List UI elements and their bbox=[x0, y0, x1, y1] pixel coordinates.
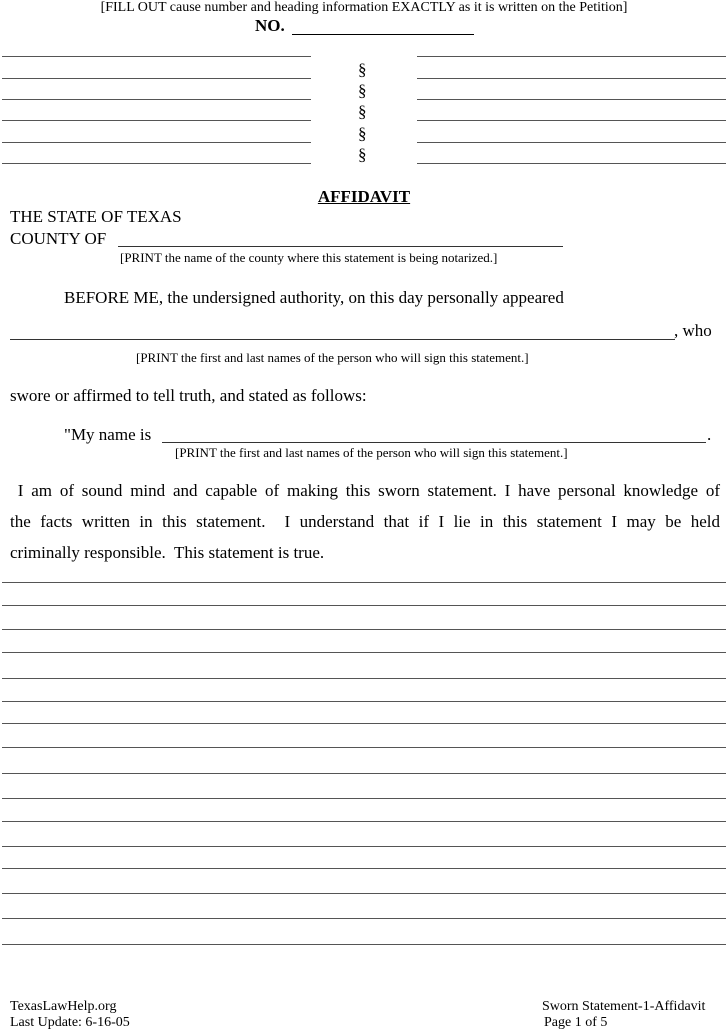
section-symbol: § bbox=[358, 124, 367, 143]
section-symbol: § bbox=[358, 145, 367, 164]
affiant-name-field[interactable] bbox=[10, 339, 675, 340]
my-name-label: "My name is bbox=[64, 425, 152, 444]
document-title: AFFIDAVIT bbox=[317, 187, 411, 206]
my-name-field[interactable] bbox=[162, 442, 706, 443]
statement-line: I am of sound mind and capable of making this sworn statement. I have personal knowledge of bbox=[10, 481, 720, 500]
county-label: COUNTY OF bbox=[10, 229, 107, 248]
writing-line[interactable] bbox=[2, 605, 726, 606]
sworn-text: swore or affirmed to tell truth, and stated as follows: bbox=[10, 386, 367, 405]
my-name-hint: [PRINT the first and last names of the person who will sign this statement.] bbox=[175, 445, 568, 460]
caption-left-line[interactable] bbox=[2, 56, 311, 57]
county-field[interactable] bbox=[118, 246, 563, 247]
caption-left-line[interactable] bbox=[2, 163, 311, 164]
statement-line: the facts written in this statement. I understand that if I lie in this statement I may be held bbox=[10, 512, 720, 531]
caption-right-line[interactable] bbox=[417, 142, 726, 143]
cause-number-field[interactable] bbox=[292, 34, 474, 35]
writing-line[interactable] bbox=[2, 798, 726, 799]
before-me-text: BEFORE ME, the undersigned authority, on this day personally appeared bbox=[64, 288, 564, 307]
writing-line[interactable] bbox=[2, 918, 726, 919]
writing-line[interactable] bbox=[2, 773, 726, 774]
who-text: , who bbox=[674, 321, 712, 340]
caption-left-line[interactable] bbox=[2, 99, 311, 100]
writing-line[interactable] bbox=[2, 629, 726, 630]
section-symbol: § bbox=[358, 60, 367, 79]
writing-line[interactable] bbox=[2, 652, 726, 653]
affiant-name-hint: [PRINT the first and last names of the person who will sign this statement.] bbox=[136, 350, 529, 365]
my-name-period: . bbox=[707, 425, 712, 444]
caption-right-line[interactable] bbox=[417, 99, 726, 100]
writing-line[interactable] bbox=[2, 701, 726, 702]
footer-site: TexasLawHelp.org bbox=[10, 999, 117, 1014]
writing-line[interactable] bbox=[2, 893, 726, 894]
writing-line[interactable] bbox=[2, 821, 726, 822]
caption-right-line[interactable] bbox=[417, 78, 726, 79]
caption-left-line[interactable] bbox=[2, 142, 311, 143]
caption-left-line[interactable] bbox=[2, 120, 311, 121]
writing-line[interactable] bbox=[2, 747, 726, 748]
writing-line[interactable] bbox=[2, 846, 726, 847]
cause-number-label: NO. bbox=[255, 16, 285, 35]
writing-line[interactable] bbox=[2, 868, 726, 869]
writing-line[interactable] bbox=[2, 678, 726, 679]
writing-line[interactable] bbox=[2, 582, 726, 583]
heading-instruction: [FILL OUT cause number and heading information EXACTLY as it is written on the Petition] bbox=[100, 0, 628, 15]
footer-last-update: Last Update: 6-16-05 bbox=[10, 1015, 130, 1030]
writing-line[interactable] bbox=[2, 723, 726, 724]
caption-right-line[interactable] bbox=[417, 120, 726, 121]
state-label: THE STATE OF TEXAS bbox=[10, 207, 182, 226]
section-symbol: § bbox=[358, 81, 367, 100]
caption-right-line[interactable] bbox=[417, 56, 726, 57]
county-hint: [PRINT the name of the county where this statement is being notarized.] bbox=[120, 250, 498, 265]
caption-left-line[interactable] bbox=[2, 78, 311, 79]
footer-document-name: Sworn Statement-1-Affidavit bbox=[542, 999, 706, 1014]
writing-line[interactable] bbox=[2, 944, 726, 945]
statement-line: criminally responsible. This statement is true. bbox=[10, 543, 325, 562]
section-symbol: § bbox=[358, 102, 367, 121]
footer-page-number: Page 1 of 5 bbox=[544, 1015, 608, 1030]
caption-right-line[interactable] bbox=[417, 163, 726, 164]
